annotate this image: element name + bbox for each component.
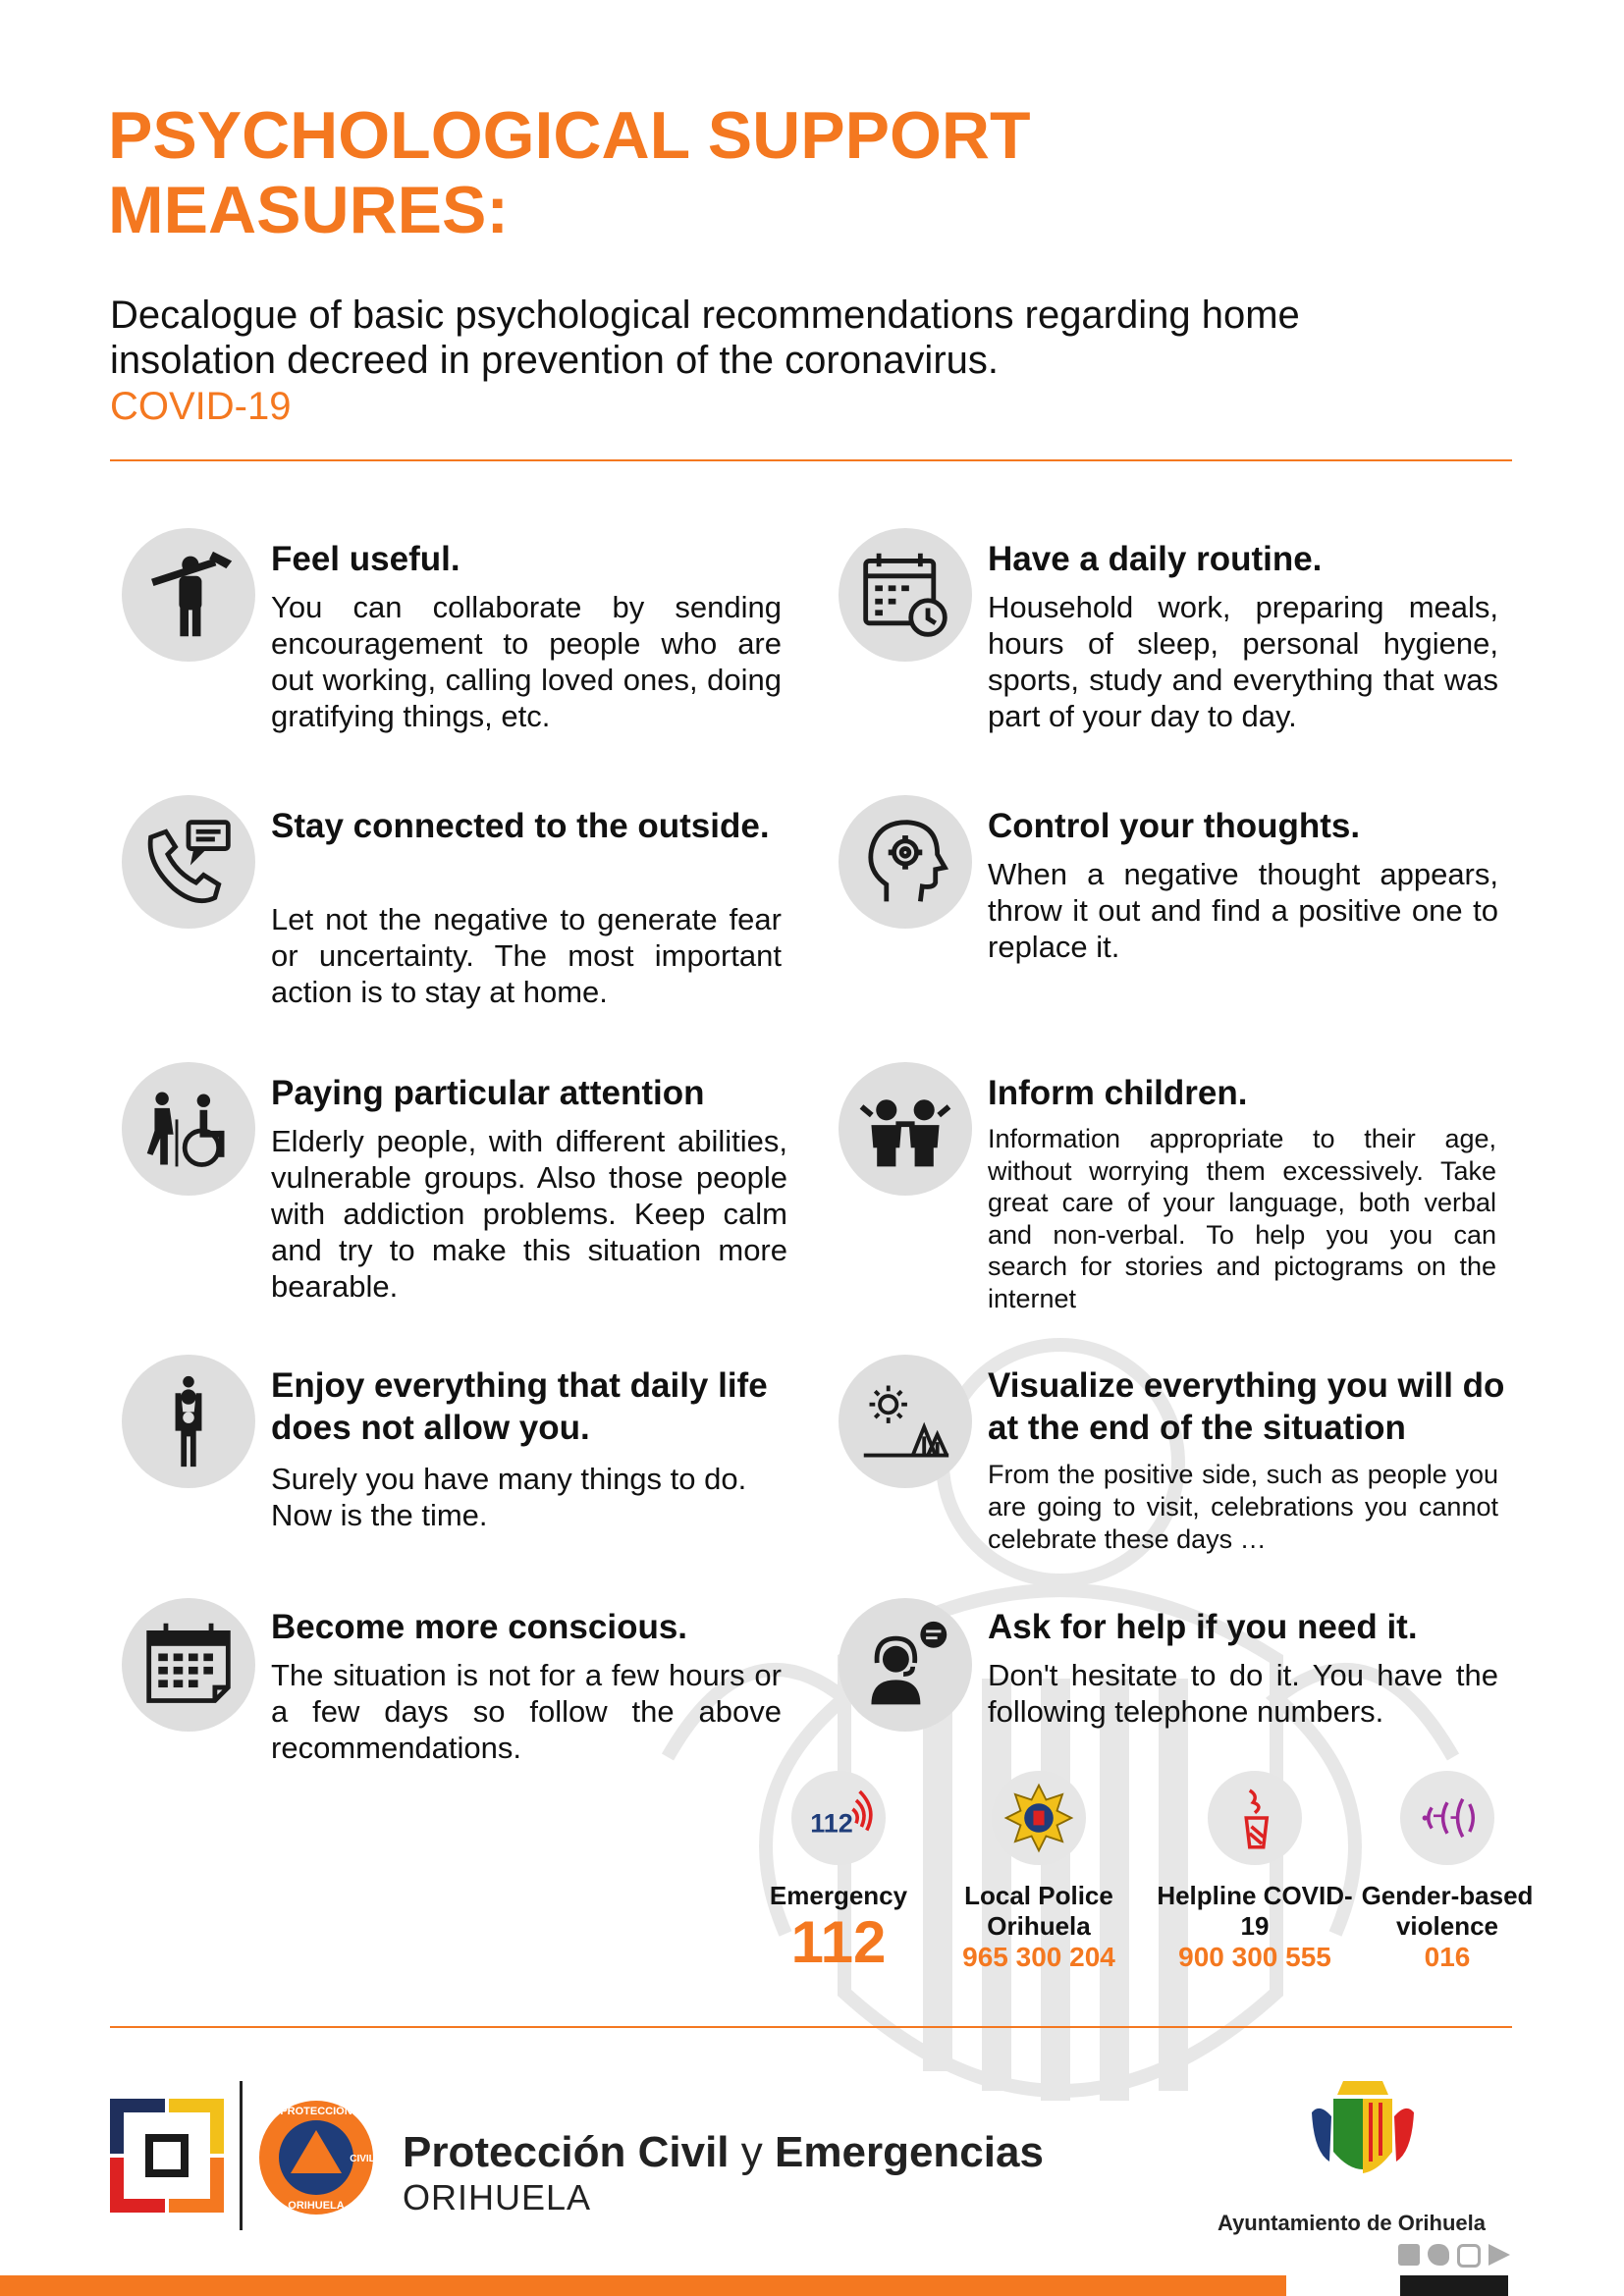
badge-ring-bottom: ORIHUELA <box>288 2200 345 2212</box>
head-gear-icon <box>839 795 972 929</box>
badge-ring-right: CIVIL <box>350 2154 375 2164</box>
phone-helpline <box>1157 1771 1353 1973</box>
bottom-dark-bar <box>1400 2275 1508 2296</box>
badge-ring-top: PROTECCIÓN <box>280 2106 352 2117</box>
title-line-2: MEASURES: <box>108 173 510 247</box>
item-title: Become more conscious. <box>271 1608 688 1646</box>
item-title: Ask for help if you need it. <box>988 1608 1418 1646</box>
item-title: Paying particular attention <box>271 1074 705 1112</box>
bottom-divider <box>110 2026 1512 2028</box>
orihuela-coat-of-arms-icon <box>1304 2073 1422 2201</box>
covid-label: COVID-19 <box>110 385 292 428</box>
facebook-icon[interactable] <box>1398 2244 1420 2266</box>
social-icons <box>1398 2244 1510 2268</box>
footer-separator <box>240 2081 243 2230</box>
item-title: Stay connected to the outside. <box>271 807 770 845</box>
brand-part-1: Protección Civil <box>403 2128 730 2176</box>
elderly-wheelchair-icon <box>122 1062 255 1196</box>
civil-protection-square-logo <box>110 2099 224 2213</box>
police-badge-icon <box>992 1771 1086 1865</box>
emergency-112-icon <box>791 1771 886 1865</box>
bottom-accent-bar <box>0 2275 1286 2296</box>
item-title: Control your thoughts. <box>988 807 1361 845</box>
phone-chat-icon <box>122 795 255 929</box>
item-text: Household work, preparing meals, hours of sleep, personal hygiene, sports, study and everything that was part of your day to day. <box>988 590 1498 733</box>
title-line-1: PSYCHOLOGICAL SUPPORT <box>108 98 1031 173</box>
item-text: Don't hesitate to do it. You have the following telephone numbers. <box>988 1658 1498 1729</box>
brand-subtitle: ORIHUELA <box>403 2177 592 2217</box>
item-title: Feel useful. <box>271 540 460 578</box>
page-title <box>108 98 1031 247</box>
item-text: Surely you have many things to do. Now is the time. <box>271 1462 747 1532</box>
emergency-112-icon-text: 112 <box>810 1808 853 1839</box>
brand-name <box>403 2128 1044 2177</box>
top-divider <box>110 459 1512 461</box>
instagram-icon[interactable] <box>1457 2244 1481 2268</box>
phone-number: 965 300 204 <box>962 1942 1115 1972</box>
phone-number: 900 300 555 <box>1178 1942 1331 1972</box>
city-hall-label: Ayuntamiento de Orihuela <box>1218 2211 1487 2235</box>
brand-part-2: y <box>729 2128 775 2176</box>
item-text: You can collaborate by sending encouragement to people who are out working, calling loved ones, doing gratifying things, etc. <box>271 590 782 733</box>
item-text: The situation is not for a few hours or a few days so follow the above recommendations. <box>271 1658 782 1765</box>
gender-violence-icon <box>1400 1771 1494 1865</box>
item-text: Information appropriate to their age, without worrying them excessively. Take great care of your language, both verbal and non-verbal. To help you you can search for stories and pictograms on the internet <box>988 1124 1496 1313</box>
headset-support-icon <box>839 1598 972 1732</box>
phone-emergency <box>740 1771 937 1974</box>
calendar-icon <box>122 1598 255 1732</box>
civil-protection-badge-icon <box>257 2099 375 2216</box>
phone-label: Helpline COVID-19 <box>1157 1881 1353 1941</box>
phone-label: Gender-based violence <box>1361 1881 1534 1941</box>
calendar-clock-icon <box>839 528 972 662</box>
phone-label: Emergency <box>769 1881 908 1910</box>
phone-number: 016 <box>1424 1942 1471 1972</box>
helpline-icon <box>1208 1771 1302 1865</box>
item-text: From the positive side, such as people you are going to visit, celebrations you cannot celebrate these days … <box>988 1460 1498 1554</box>
phone-number: 112 <box>790 1909 887 1975</box>
worker-hammer-icon <box>122 528 255 662</box>
phone-local-police <box>941 1771 1137 1973</box>
item-title: Visualize everything you will do at the end of the situation <box>988 1366 1505 1447</box>
subtitle: Decalogue of basic psychological recommendations regarding home insolation decreed in prevention of the coronavirus. <box>110 294 1300 382</box>
twitter-icon[interactable] <box>1428 2244 1449 2266</box>
parent-child-icon <box>122 1355 255 1488</box>
phone-label: Local Police Orihuela <box>964 1881 1113 1941</box>
item-title: Inform children. <box>988 1074 1248 1112</box>
phone-gender-violence <box>1349 1771 1545 1973</box>
children-icon <box>839 1062 972 1196</box>
item-title: Enjoy everything that daily life does not allow you. <box>271 1366 768 1447</box>
item-title: Have a daily routine. <box>988 540 1323 578</box>
telegram-icon[interactable] <box>1489 2244 1510 2266</box>
sun-landscape-icon <box>839 1355 972 1488</box>
brand-part-3: Emergencias <box>775 2128 1044 2176</box>
item-text: When a negative thought appears, throw it out and find a positive one to replace it. <box>988 857 1498 964</box>
item-text: Elderly people, with different abilities, vulnerable groups. Also those people with addiction problems. Keep calm and try to make this situation more bearable. <box>271 1124 787 1304</box>
item-text: Let not the negative to generate fear or uncertainty. The most important action is to stay at home. <box>271 902 782 1009</box>
